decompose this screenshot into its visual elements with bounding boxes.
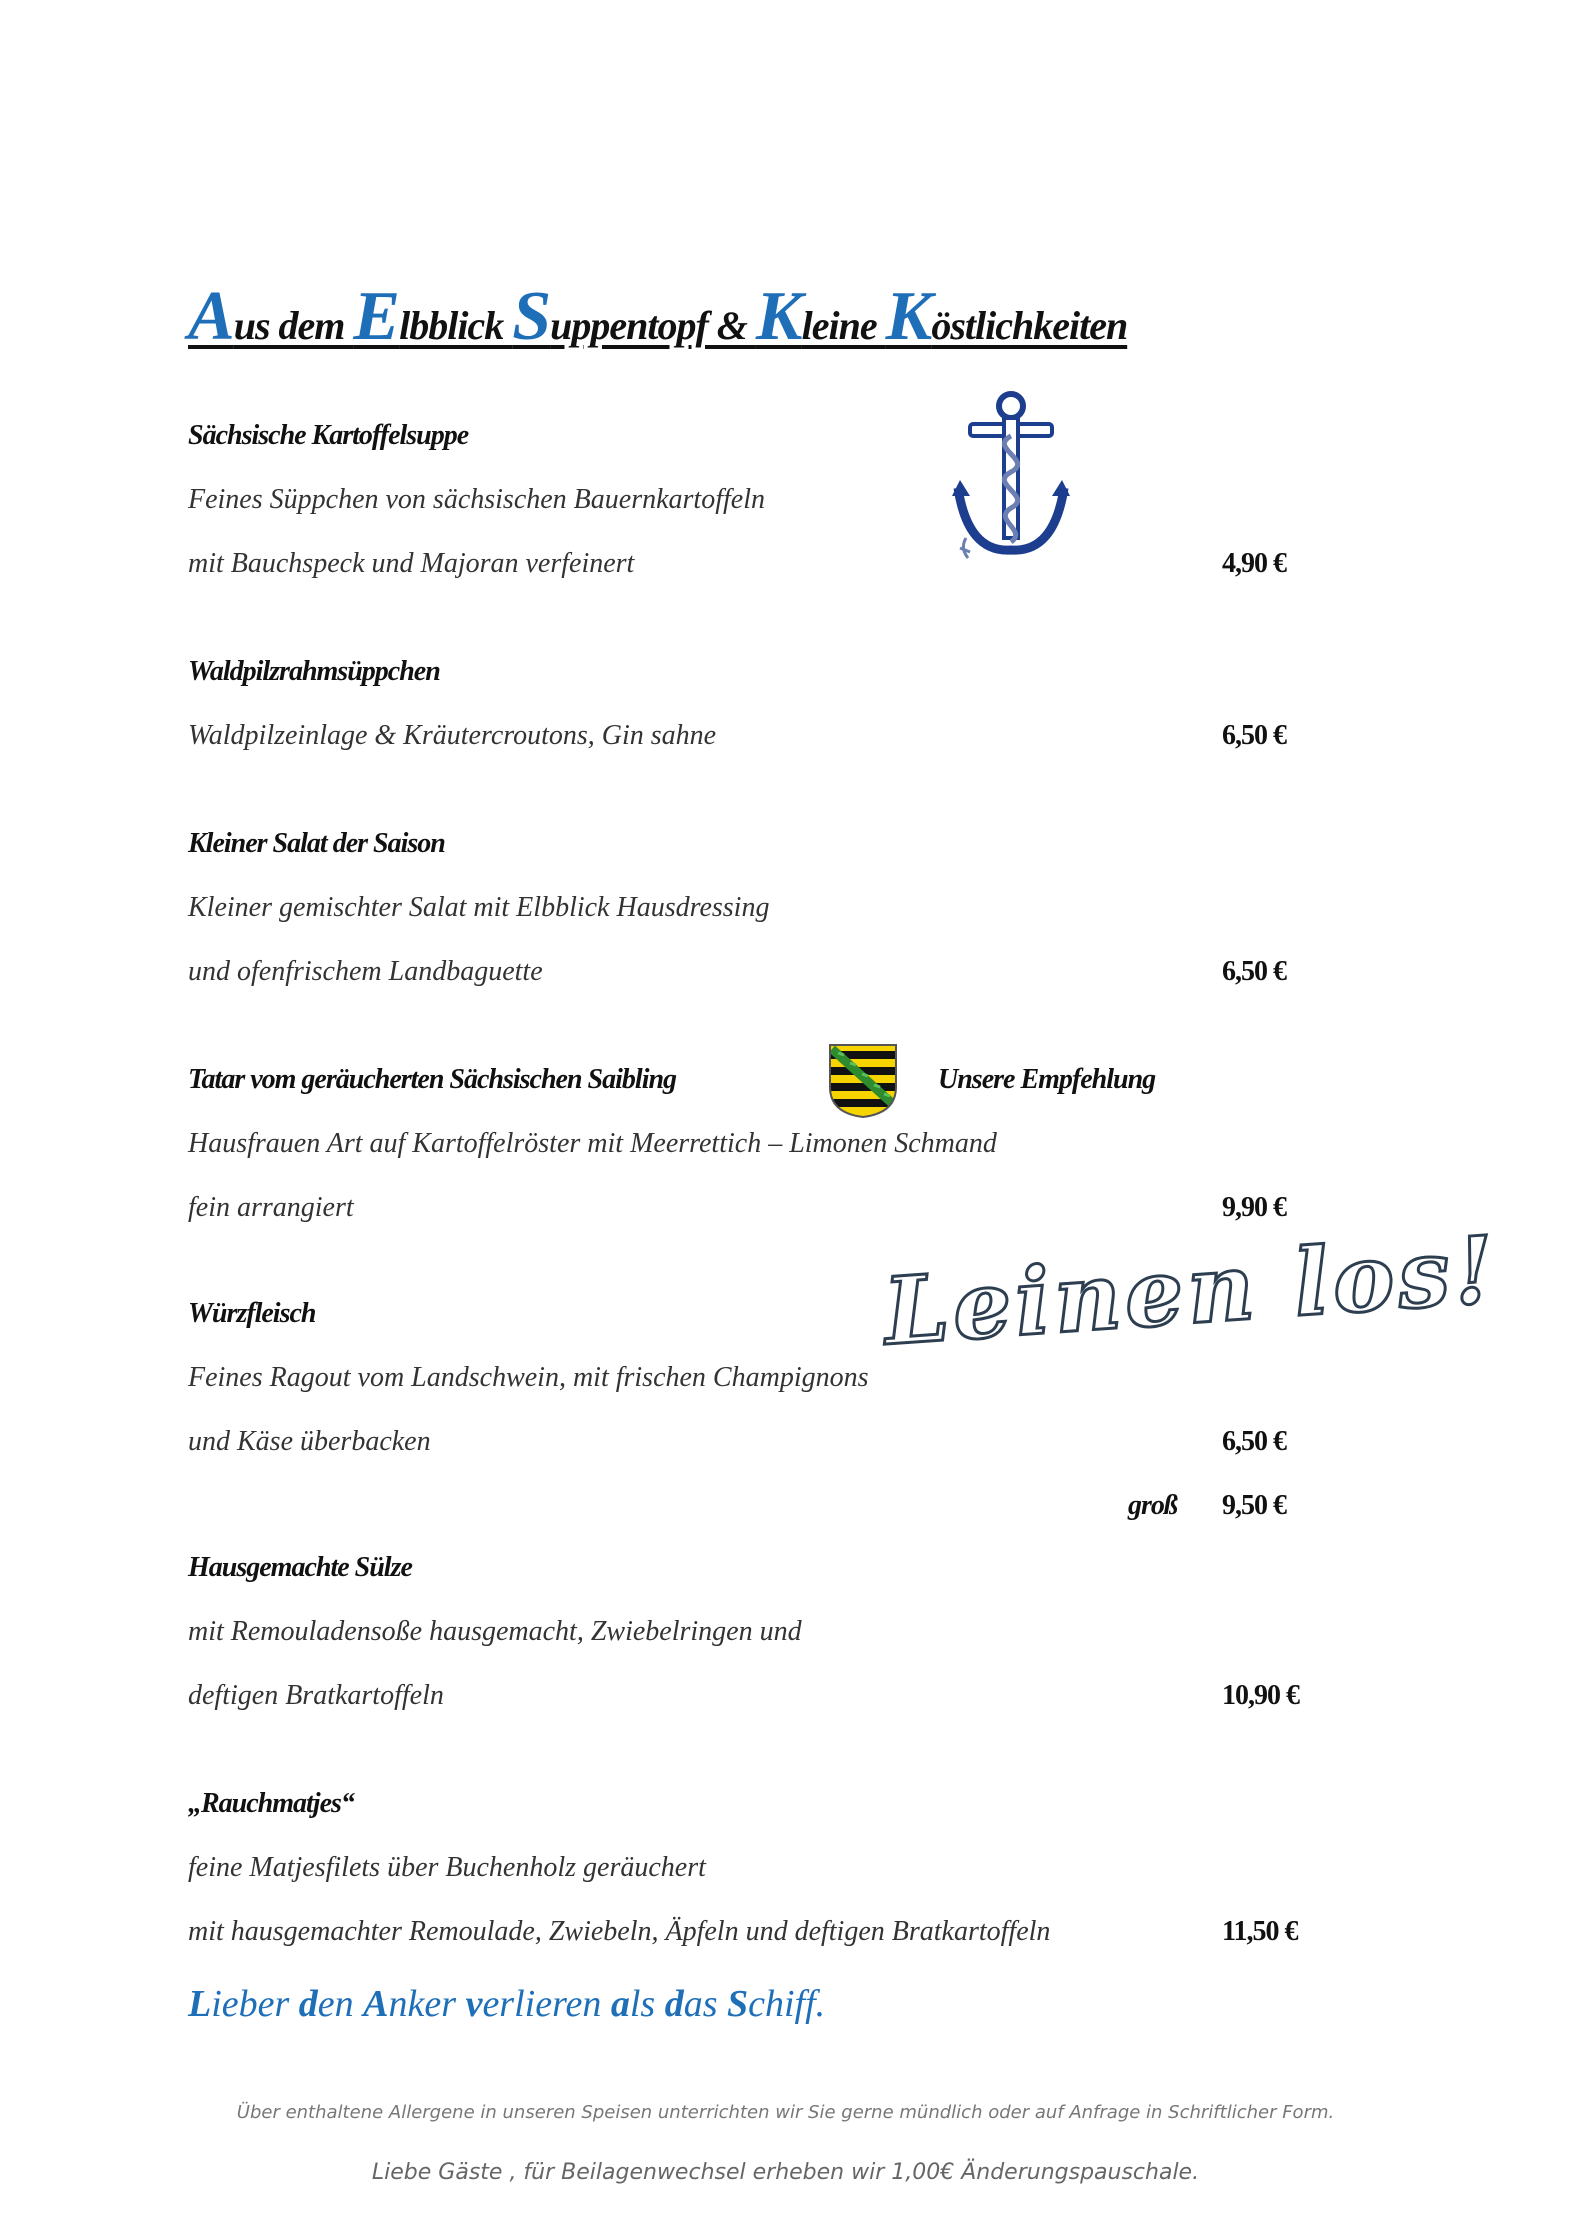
dish-description: mit Bauchspeck und Majoran verfeinert [188,548,635,579]
recommendation-label: Unsere Empfehlung [938,1064,1156,1095]
dish-price: 10,90 € [1222,1680,1299,1711]
dish-name: Sächsische Kartoffelsuppe [188,420,469,451]
side-dish-note: Liebe Gäste , für Beilagenwechsel erheben wir 1,00€ Änderungspauschale. [371,2160,1200,2185]
dish-price: 11,50 € [1222,1916,1298,1947]
dish-price: 9,90 € [1222,1192,1286,1223]
dish-price: 6,50 € [1222,1426,1286,1457]
motto-word: chiff. [748,1983,826,2025]
title-cap: K [755,278,802,355]
motto-cap: S [726,1983,749,2025]
motto-word: ls [629,1983,665,2025]
dish-description: deftigen Bratkartoffeln [188,1680,444,1711]
dish-description: und Käse überbacken [188,1426,431,1457]
motto-word: nker [388,1983,466,2025]
dish-description: fein arrangiert [188,1192,354,1223]
motto-word: erlieren [482,1983,611,2025]
title-cap: E [353,278,400,355]
leinen-los-lettering: Leinen los! [880,1215,1502,1366]
motto-cap: v [465,1983,483,2025]
motto-cap: a [610,1983,630,2025]
dish-name: „Rauchmatjes“ [188,1788,354,1819]
title-cap: A [188,278,234,355]
dish-description: mit Remouladensoße hausgemacht, Zwiebelringen und [188,1616,802,1647]
title-word: östlichkeiten [931,303,1128,348]
motto-cap: d [664,1983,684,2025]
dish-description: und ofenfrischem Landbaguette [188,956,543,987]
motto [188,1982,825,2026]
large-portion-price: 9,50 € [1222,1490,1286,1521]
dish-description: Feines Süppchen von sächsischen Bauernkartoffeln [188,484,765,515]
title-word: uppentopf & [550,303,756,348]
dish-price: 6,50 € [1222,720,1286,751]
dish-description: mit hausgemachter Remoulade, Zwiebeln, Äpfeln und deftigen Bratkartoffeln [188,1916,1051,1947]
menu-title [188,278,1128,355]
dish-description: Feines Ragout vom Landschwein, mit frischen Champignons [188,1362,869,1393]
title-word: us dem [233,303,354,348]
title-cap: K [885,278,932,355]
dish-name: Tatar vom geräucherten Sächsischen Saibling [188,1064,677,1095]
dish-description: Kleiner gemischter Salat mit Elbblick Hausdressing [188,892,770,923]
dish-description: Waldpilzeinlage & Kräutercroutons, Gin sahne [188,720,717,751]
motto-word: ieber [211,1983,299,2025]
motto-cap: L [188,1983,212,2025]
allergen-note: Über enthaltene Allergene in unseren Speisen unterrichten wir Sie gerne mündlich oder auf Anfrage in Schriftlicher Form. [236,2102,1335,2123]
large-portion-label: groß [1128,1490,1177,1521]
motto-word: en [317,1983,364,2025]
motto-word: as [683,1983,727,2025]
anchor-icon [948,388,1074,564]
dish-description: Hausfrauen Art auf Kartoffelröster mit Meerrettich – Limonen Schmand [188,1128,997,1159]
dish-name: Waldpilzrahmsüppchen [188,656,440,687]
dish-price: 6,50 € [1222,956,1286,987]
motto-cap: d [298,1983,318,2025]
dish-price: 4,90 € [1222,548,1286,579]
title-cap: S [512,278,551,355]
title-word: lbblick [399,303,513,348]
saxony-crest-icon [828,1043,898,1119]
dish-name: Kleiner Salat der Saison [188,828,445,859]
title-word: leine [801,303,886,348]
dish-name: Hausgemachte Sülze [188,1552,412,1583]
dish-name: Würzfleisch [188,1298,316,1329]
dish-description: feine Matjesfilets über Buchenholz geräuchert [188,1852,706,1883]
motto-cap: A [363,1983,389,2025]
